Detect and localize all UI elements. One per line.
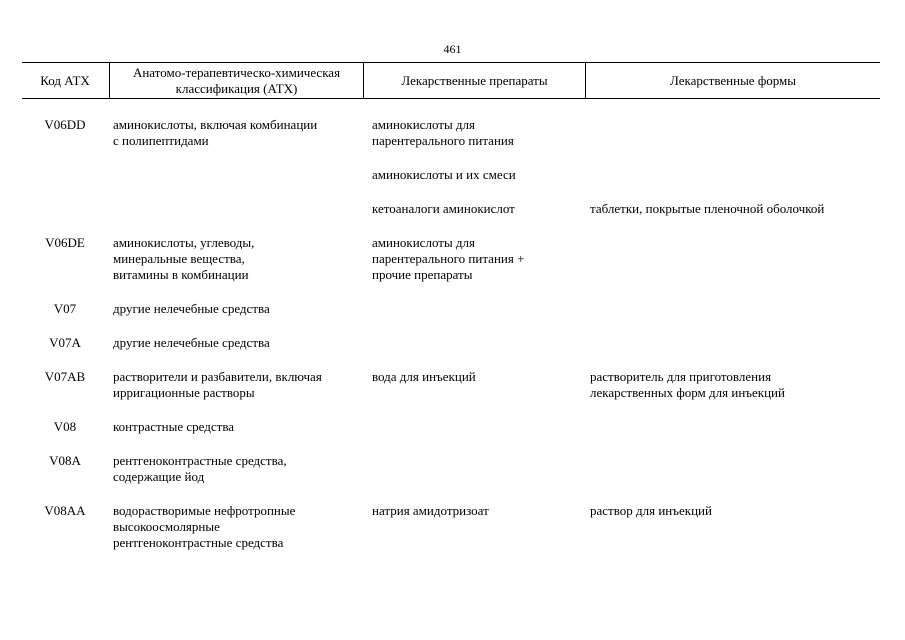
header-atx-line1: Анатомо-терапевтическо-химическая [132,64,341,80]
atx-classification-line: аминокислоты, углеводы, [113,235,255,250]
atx-classification [113,235,363,283]
page-number: 461 [443,42,462,56]
atx-classification [113,453,363,485]
table-row [22,419,880,435]
atx-code: V07 [53,301,77,316]
atx-classification [113,335,363,351]
atx-code: V07AB [44,369,86,384]
drug-name-line: аминокислоты для [372,235,476,250]
table-row [22,369,880,401]
atx-classification-line: другие нелечебные средства [113,335,270,350]
table-row [22,453,880,485]
atx-classification [113,503,363,551]
atx-classification-line: минеральные вещества, [113,251,245,266]
table-row [22,235,880,283]
drug-name [372,235,587,283]
table-row [22,167,880,183]
drug-name [372,369,587,385]
atx-classification-line: растворители и разбавители, включая [113,369,322,384]
atx-classification-line: аминокислоты, включая комбинации [113,117,318,132]
atx-classification-line: высокоосмолярные [113,519,220,534]
header-code [22,63,108,98]
atx-code: V06DE [45,235,85,250]
atx-code: V08A [49,453,81,468]
dosage-form-line: раствор для инъекций [590,503,712,518]
atx-classification-line: содержащие йод [113,469,205,484]
drug-name-line: кетоаналоги аминокислот [372,201,515,216]
atx-code: V06DD [44,117,86,132]
drug-name-line: парентерального питания + [372,251,525,266]
table-row [22,301,880,317]
header-code-label: Код АТХ [40,72,90,88]
atx-classification-line: контрастные средства [113,419,235,434]
header-forms [586,63,880,98]
drug-name-line: вода для инъекций [372,369,476,384]
table-body [22,117,880,569]
drug-name-line: парентерального питания [372,133,514,148]
atx-classification-line: рентгеноконтрастные средства, [113,453,287,468]
drug-name [372,201,587,217]
header-drugs [364,63,586,98]
atx-code: V08 [53,419,77,434]
header-atx [109,63,364,98]
table-row [22,201,880,217]
drug-name-line: аминокислоты и их смеси [372,167,516,182]
atx-classification-line: водорастворимые нефротропные [113,503,296,518]
header-atx-line2: классификация (АТХ) [175,80,298,96]
atx-classification-line: рентгеноконтрастные средства [113,535,284,550]
atx-classification [113,369,363,401]
dosage-form [590,201,880,217]
table-row [22,335,880,351]
drug-name-line: натрия амидотризоат [372,503,489,518]
header-drugs-label: Лекарственные препараты [401,72,548,88]
table-row [22,117,880,149]
atx-code: V08AA [44,503,86,518]
dosage-form [590,503,880,519]
atx-classification [113,117,363,149]
atx-classification-line: другие нелечебные средства [113,301,270,316]
drug-name [372,167,587,183]
atx-classification-line: ирригационные растворы [113,385,255,400]
dosage-form [590,369,880,401]
atx-classification [113,419,363,435]
drug-name-line: аминокислоты для [372,117,476,132]
drug-name [372,117,587,149]
dosage-form-line: растворитель для приготовления [590,369,772,384]
dosage-form-line: таблетки, покрытые пленочной оболочкой [590,201,825,216]
header-forms-label: Лекарственные формы [669,72,797,88]
drug-name [372,503,587,519]
drug-name-line: прочие препараты [372,267,473,282]
atx-code: V07A [49,335,81,350]
dosage-form-line: лекарственных форм для инъекций [590,385,785,400]
atx-classification-line: витамины в комбинации [113,267,249,282]
table-header-rule [22,98,880,99]
table-row [22,503,880,551]
atx-classification [113,301,363,317]
atx-classification-line: с полипептидами [113,133,209,148]
